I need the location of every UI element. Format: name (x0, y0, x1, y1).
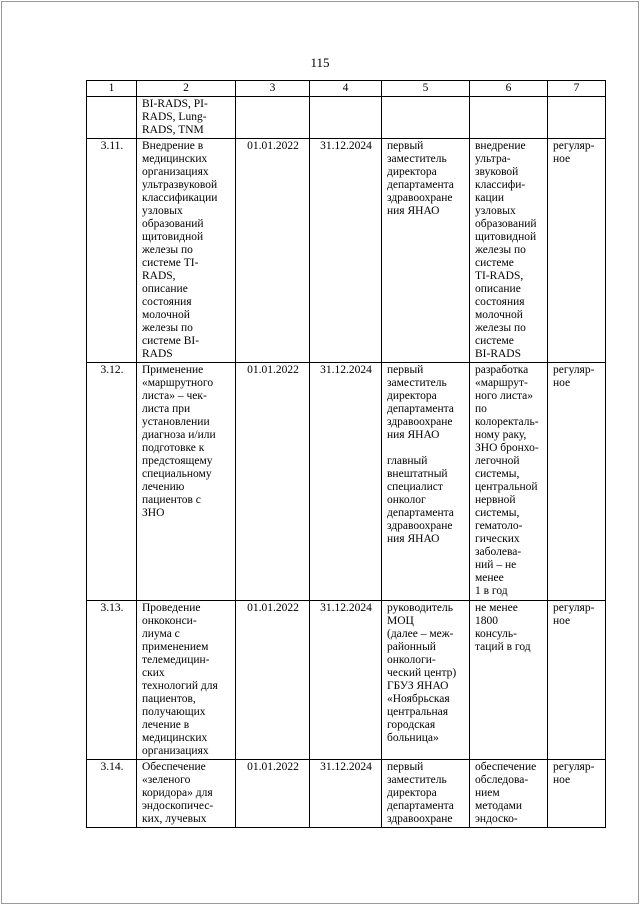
header-row (87, 81, 606, 97)
table-row (87, 97, 606, 139)
end-date-cell (310, 97, 382, 139)
result-cell (470, 97, 548, 139)
event-cell: BI-RADS, PI- RADS, Lung- RADS, TNM (137, 97, 236, 139)
row-number (87, 97, 137, 139)
header-cell: 2 (137, 81, 236, 97)
end-date-cell: 31.12.2024 (310, 601, 382, 760)
start-date-cell: 01.01.2022 (236, 601, 310, 760)
header-cell: 4 (310, 81, 382, 97)
table-row (87, 139, 606, 363)
result-cell: не менее 1800 консуль- таций в год (470, 601, 548, 760)
result-cell: разработка «маршрут- ного листа» по колоректаль- ному раку, ЗНО бронхо- легочной системы, центральной нервной системы, гематоло- гических заболева- ний – не менее 1 в год (470, 363, 548, 601)
frequency-cell (548, 97, 606, 139)
header-cell: 3 (236, 81, 310, 97)
start-date-cell: 01.01.2022 (236, 139, 310, 363)
end-date-cell: 31.12.2024 (310, 760, 382, 828)
start-date-cell (236, 97, 310, 139)
frequency-cell: регуляр- ное (548, 601, 606, 760)
row-number: 3.14. (87, 760, 137, 828)
end-date-cell: 31.12.2024 (310, 139, 382, 363)
table-row (87, 760, 606, 828)
header-cell: 7 (548, 81, 606, 97)
table-row (87, 601, 606, 760)
result-cell: внедрение ультра- звуковой классифи- кации узловых образований щитовидной железы по системе TI-RADS, описание состояния молочной железы по системе BI-RADS (470, 139, 548, 363)
header-cell: 1 (87, 81, 137, 97)
start-date-cell: 01.01.2022 (236, 363, 310, 601)
plan-table (86, 80, 606, 828)
header-cell: 6 (470, 81, 548, 97)
responsible-cell (382, 97, 470, 139)
table-row (87, 363, 606, 601)
responsible-cell: руководитель МОЦ (далее – меж- районный онкологи- ческий центр) ГБУЗ ЯНАО «Ноябрьская центральная городская больница» (382, 601, 470, 760)
row-number: 3.12. (87, 363, 137, 601)
event-cell: Внедрение в медицинских организациях ультразвуковой классификации узловых образований щитовидной железы по системе TI- RADS, описание состояния молочной железы по системе BI- RADS (137, 139, 236, 363)
page-number: 115 (310, 55, 330, 70)
frequency-cell: регуляр- ное (548, 760, 606, 828)
row-number: 3.13. (87, 601, 137, 760)
frequency-cell: регуляр- ное (548, 363, 606, 601)
result-cell: обеспечение обследова- нием методами эндоско- (470, 760, 548, 828)
start-date-cell: 01.01.2022 (236, 760, 310, 828)
event-cell: Обеспечение «зеленого коридора» для эндоскопичес- ких, лучевых (137, 760, 236, 828)
header-cell: 5 (382, 81, 470, 97)
responsible-cell: первый заместитель директора департамента здравоохране (382, 760, 470, 828)
responsible-cell: первый заместитель директора департамента здравоохране ния ЯНАО главный внештатный специалист онколог департамента здравоохране ния ЯНАО (382, 363, 470, 601)
frequency-cell: регуляр- ное (548, 139, 606, 363)
row-number: 3.11. (87, 139, 137, 363)
event-cell: Проведение онкоконси- лиума с применением телемедицин- ских технологий для пациентов, получающих лечение в медицинских организациях (137, 601, 236, 760)
event-cell: Применение «маршрутного листа» – чек- листа при установлении диагноза и/или подготовке к предстоящему специальному лечению пациентов с ЗНО (137, 363, 236, 601)
end-date-cell: 31.12.2024 (310, 363, 382, 601)
responsible-cell: первый заместитель директора департамента здравоохране ния ЯНАО (382, 139, 470, 363)
